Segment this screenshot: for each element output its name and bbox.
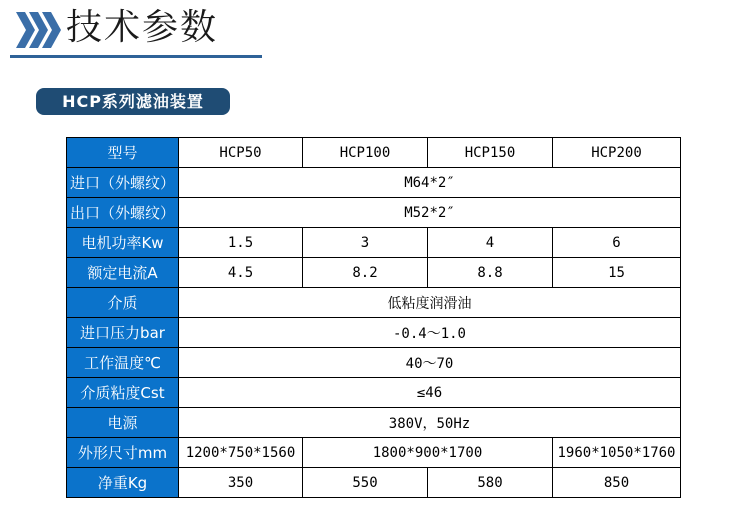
value-inlet-thread: M64*2″ [179,168,681,198]
row-label-motor-power: 电机功率Kw [67,228,179,258]
value-dimensions-hcp200: 1960*1050*1760 [553,438,681,468]
value-medium: 低粘度润滑油 [179,288,681,318]
table-row-working-temperature [67,348,681,378]
table-row-dimensions [67,438,681,468]
value-net-weight-hcp150: 580 [428,468,553,498]
table-row-motor-power [67,228,681,258]
value-rated-current-hcp150: 8.8 [428,258,553,288]
table-row-inlet-pressure [67,318,681,348]
value-motor-power-hcp50: 1.5 [179,228,303,258]
value-motor-power-hcp150: 4 [428,228,553,258]
row-label-power-supply: 电源 [67,408,179,438]
value-working-temperature: 40～70 [179,348,681,378]
model-column-hcp150: HCP150 [428,138,553,168]
model-column-hcp200: HCP200 [553,138,681,168]
value-outlet-thread: M52*2″ [179,198,681,228]
row-label-inlet-pressure: 进口压力bar [67,318,179,348]
value-inlet-pressure: -0.4～1.0 [179,318,681,348]
series-badge: HCP系列滤油装置 [36,88,230,115]
table-row-medium-viscosity [67,378,681,408]
row-label-rated-current: 额定电流A [67,258,179,288]
row-label-working-temperature: 工作温度℃ [67,348,179,378]
value-power-supply: 380V，50Hz [179,408,681,438]
value-rated-current-hcp200: 15 [553,258,681,288]
row-label-medium-viscosity: 介质粘度Cst [67,378,179,408]
table-row-model-header [67,138,681,168]
row-label-dimensions: 外形尺寸mm [67,438,179,468]
table-row-rated-current [67,258,681,288]
table-row-outlet-thread [67,198,681,228]
value-rated-current-hcp100: 8.2 [303,258,428,288]
row-label-medium: 介质 [67,288,179,318]
table-row-power-supply [67,408,681,438]
value-dimensions-hcp100-150: 1800*900*1700 [303,438,553,468]
row-label-outlet-thread: 出口（外螺纹） [67,198,179,228]
value-dimensions-hcp50: 1200*750*1560 [179,438,303,468]
table-row-inlet-thread [67,168,681,198]
value-net-weight-hcp200: 850 [553,468,681,498]
model-header-label: 型号 [67,138,179,168]
row-label-net-weight: 净重Kg [67,468,179,498]
table-row-medium [67,288,681,318]
spec-table [66,137,681,498]
value-net-weight-hcp50: 350 [179,468,303,498]
table-row-net-weight [67,468,681,498]
value-motor-power-hcp200: 6 [553,228,681,258]
value-medium-viscosity: ≤46 [179,378,681,408]
value-rated-current-hcp50: 4.5 [179,258,303,288]
model-column-hcp50: HCP50 [179,138,303,168]
section-title: 技术参数 [66,7,219,48]
triple-chevron-right-icon [16,11,62,49]
value-net-weight-hcp100: 550 [303,468,428,498]
title-underline-rule [10,55,262,58]
value-motor-power-hcp100: 3 [303,228,428,258]
model-column-hcp100: HCP100 [303,138,428,168]
row-label-inlet-thread: 进口（外螺纹） [67,168,179,198]
